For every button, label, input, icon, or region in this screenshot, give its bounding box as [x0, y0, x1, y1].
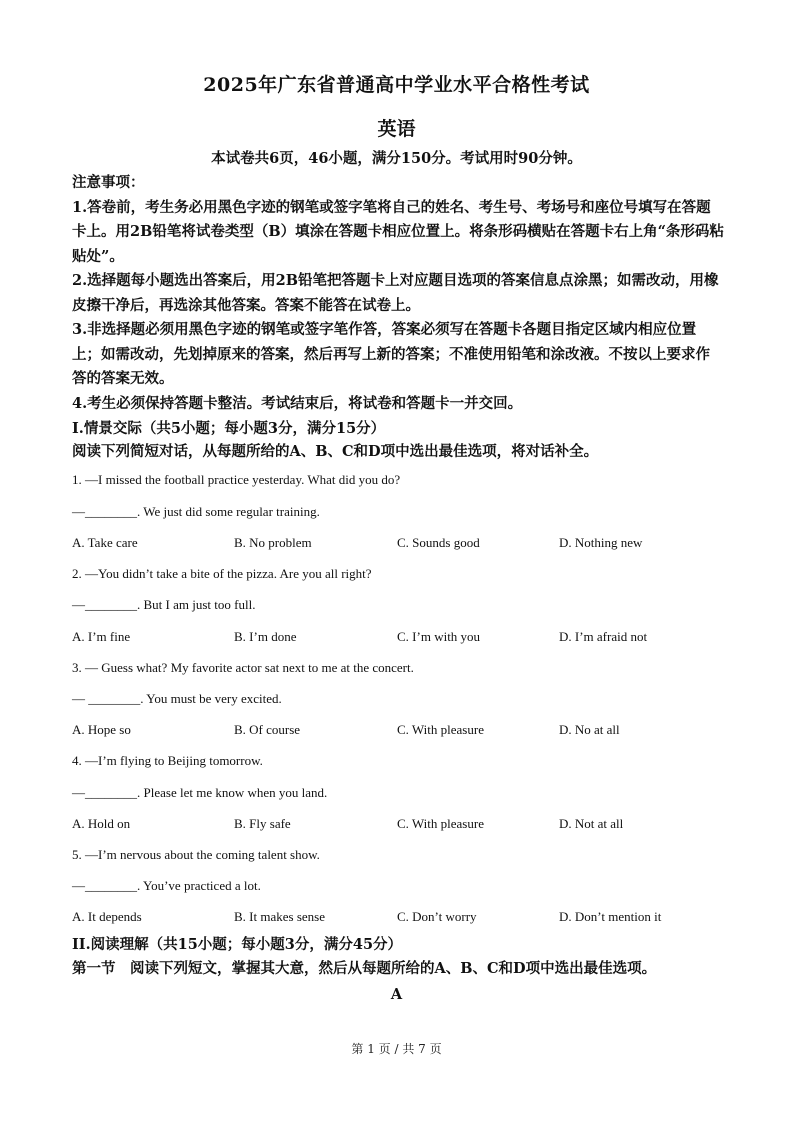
option-c: C. With pleasure	[397, 816, 484, 831]
option-d: D. I’m afraid not	[559, 629, 648, 644]
question-3-prompt: 3. — Guess what? My favorite actor sat next to me at the concert.	[72, 660, 414, 675]
section1-instruction: 阅读下列简短对话，从每题所给的A、B、C和D项中选出最佳选项，将对话补全。	[72, 443, 599, 460]
question-3-response: — ________. You must be very excited.	[72, 691, 282, 706]
exam-title: 2025年广东省普通高中学业水平合格性考试	[203, 74, 590, 96]
option-a: A. Take care	[72, 535, 138, 550]
option-d: D. Not at all	[559, 816, 624, 831]
question-2-response: —________. But I am just too full.	[72, 597, 256, 612]
option-a: A. Hold on	[72, 816, 131, 831]
page-footer: 第 1 页 / 共 7 页	[351, 1042, 442, 1056]
notice-item-3: 3.非选择题必须用黑色字迹的钢笔或签字笔作答，答案必须写在答题卡各题目指定区域内相应位置上；如需改动，先划掉原来的答案，然后再写上新的答案；不准使用铅笔和涂改液。不按以上要求作答的答案无效。	[72, 321, 710, 387]
option-d: D. Nothing new	[559, 535, 643, 550]
notice-item-4: 4.考生必须保持答题卡整洁。考试结束后，将试卷和答题卡一并交回。	[72, 394, 523, 412]
notice-item-1: 1.答卷前，考生务必用黑色字迹的钢笔或签字笔将自己的姓名、考生号、考场号和座位号填写在答题卡上。用2B铅笔将试卷类型（B）填涂在答题卡相应位置上。将条形码横贴在答题卡右上角“条形码粘贴处”。	[72, 198, 724, 265]
notice-item-2: 2.选择题每小题选出答案后，用2B铅笔把答题卡上对应题目选项的答案信息点涂黑；如需改动，用橡皮擦干净后，再选涂其他答案。答案不能答在试卷上。	[72, 272, 719, 314]
question-4-options	[72, 815, 722, 833]
notice-block	[72, 171, 724, 416]
passage-label: A	[390, 986, 403, 1003]
option-b: B. No problem	[234, 535, 312, 550]
question-2-options	[72, 628, 722, 646]
question-2-prompt: 2. —You didn’t take a bite of the pizza. Are you all right?	[72, 566, 372, 581]
option-d: D. Don’t mention it	[559, 909, 662, 924]
question-1-response: —________. We just did some regular training.	[72, 504, 320, 519]
question-1-options	[72, 534, 722, 552]
option-c: C. Sounds good	[397, 535, 480, 550]
question-5-options	[72, 908, 722, 926]
option-b: B. Fly safe	[234, 816, 291, 831]
question-4-response: —________. Please let me know when you land.	[72, 785, 328, 800]
question-4-prompt: 4. —I’m flying to Beijing tomorrow.	[72, 753, 263, 768]
option-a: A. It depends	[72, 909, 142, 924]
question-3-options	[72, 721, 722, 739]
option-c: C. I’m with you	[397, 629, 481, 644]
exam-subject: 英语	[377, 118, 416, 140]
option-a: A. Hope so	[72, 722, 131, 737]
option-d: D. No at all	[559, 722, 620, 737]
question-5-response: —________. You’ve practiced a lot.	[72, 878, 261, 893]
section2-heading: II.阅读理解（共15小题；每小题3分，满分45分）	[72, 936, 403, 953]
option-b: B. It makes sense	[234, 909, 325, 924]
option-c: C. With pleasure	[397, 722, 484, 737]
exam-info: 本试卷共6页，46小题，满分150分。考试用时90分钟。	[211, 150, 582, 167]
question-5-prompt: 5. —I’m nervous about the coming talent show.	[72, 847, 320, 862]
option-b: B. Of course	[234, 722, 301, 737]
section1-heading: I.情景交际（共5小题；每小题3分，满分15分）	[72, 420, 386, 437]
section2-instruction: 第一节 阅读下列短文，掌握其大意，然后从每题所给的A、B、C和D项中选出最佳选项。	[72, 960, 657, 977]
question-1-prompt: 1. —I missed the football practice yesterday. What did you do?	[72, 472, 401, 487]
option-b: B. I’m done	[234, 629, 297, 644]
notice-heading: 注意事项：	[72, 174, 145, 191]
option-a: A. I’m fine	[72, 629, 131, 644]
option-c: C. Don’t worry	[397, 909, 477, 924]
